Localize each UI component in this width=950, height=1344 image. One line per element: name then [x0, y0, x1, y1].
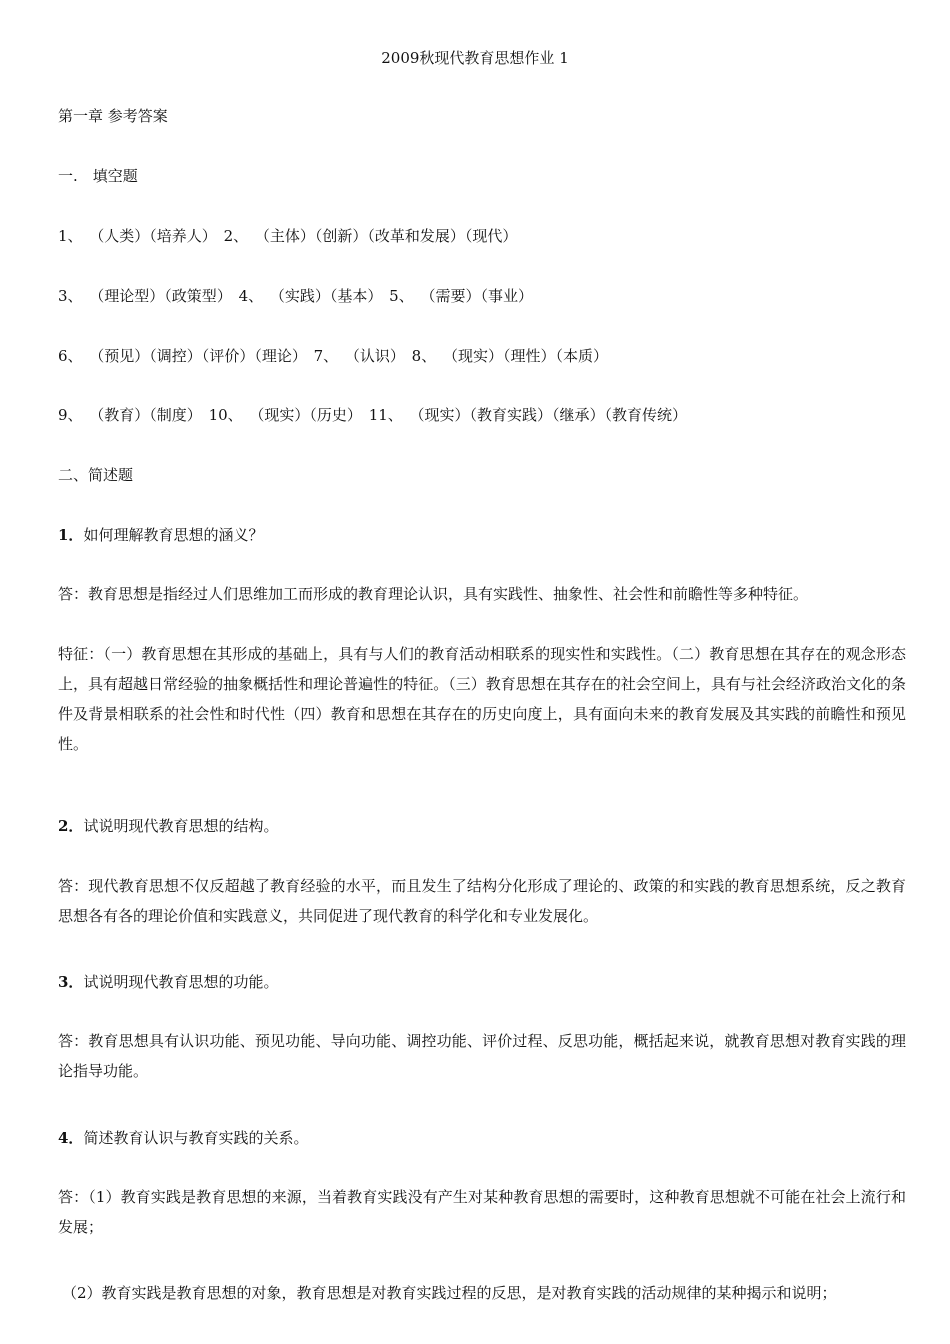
- answer-1-features: 特征：（一）教育思想在其形成的基础上，具有与人们的教育活动相联系的现实性和实践性。（二）教育思想在其存在的观念形态上，具有超越日常经验的抽象概括性和理论普遍性的特征。（三）教育思想在其存在的社会空间上，具有与社会经济政治文化的条件及背景相联系的社会性和时代性（四）教育和思想在其存在的历史向度上，具有面向未来的教育发展及其实践的前瞻性和预见性。: [58, 645, 906, 753]
- section-heading-short-answer: 二、简述题: [58, 466, 134, 484]
- document-title: 2009秋现代教育思想作业 1: [381, 49, 569, 67]
- question-4: [58, 1128, 308, 1148]
- answer-row: 9、 （教育）（制度） 10、 （现实）（历史） 11、 （现实）（教育实践）（继承）（教育传统）: [58, 406, 688, 424]
- question-1: [58, 525, 263, 545]
- question-text: 简述教育认识与教育实践的关系。: [83, 1129, 309, 1147]
- question-text: 试说明现代教育思想的结构。: [83, 817, 279, 835]
- question-number: 2．: [58, 817, 84, 835]
- answer-row: 3、 （理论型）（政策型） 4、 （实践）（基本） 5、 （需要）（事业）: [58, 287, 533, 305]
- chapter-heading: 第一章 参考答案: [58, 107, 168, 125]
- answer-row: 6、 （预见）（调控）（评价）（理论） 7、 （认识） 8、 （现实）（理性）（本质）: [58, 347, 608, 365]
- question-number: 3．: [58, 973, 84, 991]
- answer-4-part-1: 答：（1）教育实践是教育思想的来源，当着教育实践没有产生对某种教育思想的需要时，这种教育思想就不可能在社会上流行和发展；: [58, 1188, 906, 1236]
- answer-4-part-2: （2）教育实践是教育思想的对象，教育思想是对教育实践过程的反思，是对教育实践的活动规律的某种揭示和说明；: [62, 1284, 837, 1302]
- question-text: 如何理解教育思想的涵义？: [83, 526, 264, 544]
- answer-1: 答：教育思想是指经过人们思维加工而形成的教育理论认识，具有实践性、抽象性、社会性和前瞻性等多种特征。: [58, 585, 809, 603]
- question-2: [58, 816, 278, 836]
- question-number: 4．: [58, 1129, 84, 1147]
- section-heading-fill-blank: 一. 填空题: [58, 167, 138, 185]
- answer-3: 答：教育思想具有认识功能、预见功能、导向功能、调控功能、评价过程、反思功能，概括起来说，就教育思想对教育实践的理论指导功能。: [58, 1032, 906, 1080]
- answer-row: 1、 （人类）（培养人） 2、 （主体）（创新）（改革和发展）（现代）: [58, 227, 518, 245]
- question-text: 试说明现代教育思想的功能。: [83, 973, 279, 991]
- question-number: 1．: [58, 526, 84, 544]
- question-3: [58, 972, 278, 992]
- answer-2: 答：现代教育思想不仅反超越了教育经验的水平，而且发生了结构分化形成了理论的、政策的和实践的教育思想系统，反之教育思想各有各的理论价值和实践意义，共同促进了现代教育的科学化和专业发展化。: [58, 877, 906, 925]
